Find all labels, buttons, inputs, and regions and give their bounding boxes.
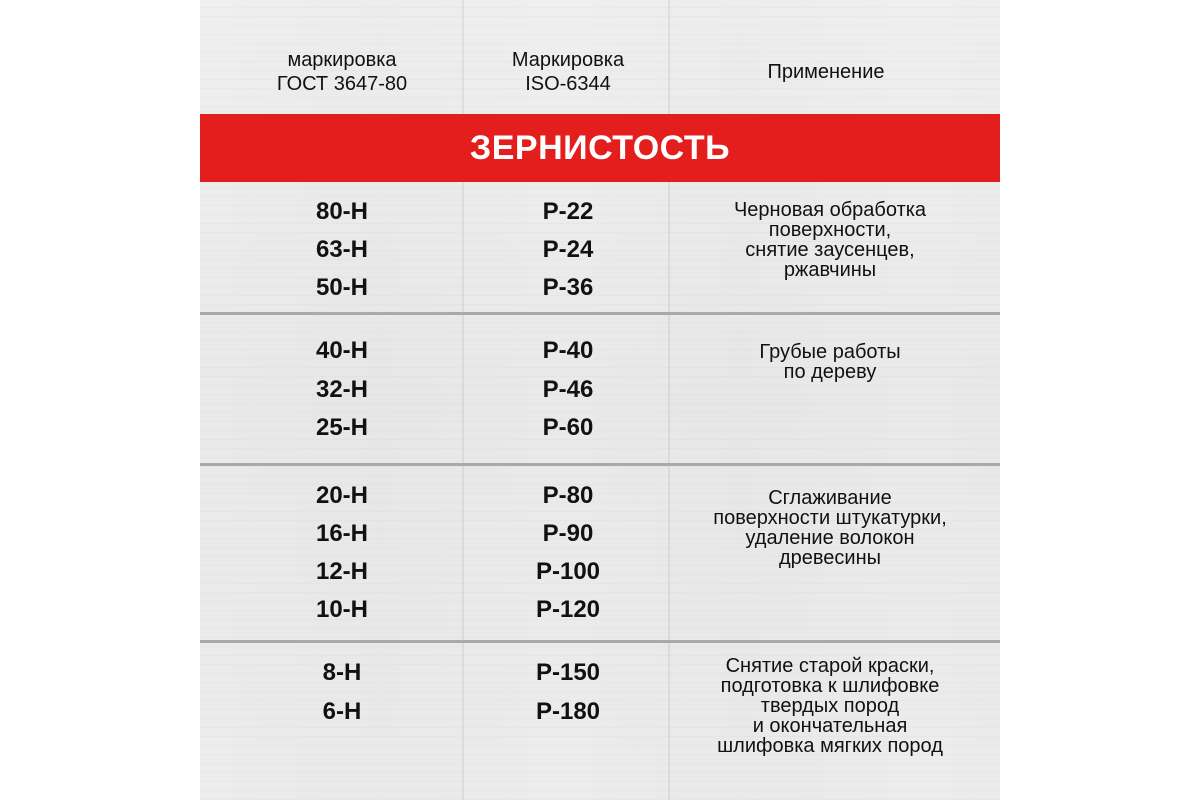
iso-code: Р-22	[542, 198, 594, 225]
application-text	[700, 200, 960, 280]
iso-code: Р-24	[542, 236, 594, 263]
iso-code: Р-180	[535, 698, 601, 725]
header-iso-line: ISO-6344	[525, 73, 611, 95]
group-separator	[200, 312, 1000, 315]
application-line: Черновая обработка	[733, 199, 927, 221]
iso-code: Р-90	[542, 520, 594, 547]
gost-code: 80-Н	[315, 198, 369, 225]
gost-code: 6-Н	[322, 698, 362, 725]
gost-code: 8-Н	[322, 659, 362, 686]
header-gost-line: маркировка	[287, 49, 397, 71]
iso-code: Р-150	[535, 659, 601, 686]
application-text	[700, 488, 960, 568]
application-line: твердых пород	[760, 695, 900, 717]
application-line: Сглаживание	[768, 487, 892, 509]
gost-code: 63-Н	[315, 236, 369, 263]
grit-banner	[200, 114, 1000, 182]
application-line: шлифовка мягких пород	[717, 735, 943, 757]
header-application	[696, 42, 956, 102]
gost-code: 12-Н	[315, 558, 369, 585]
gost-code: 16-Н	[315, 520, 369, 547]
grit-table-board	[200, 0, 1000, 800]
application-line: Снятие старой краски,	[725, 655, 935, 677]
header-iso	[438, 42, 698, 102]
application-line: поверхности,	[768, 219, 892, 241]
iso-code: Р-36	[542, 274, 594, 301]
gost-code: 20-Н	[315, 482, 369, 509]
application-line: удаление волокон	[745, 527, 915, 549]
application-line: ржавчины	[783, 259, 877, 281]
gost-code: 50-Н	[315, 274, 369, 301]
iso-code: Р-60	[542, 414, 594, 441]
group-separator	[200, 463, 1000, 466]
application-text	[700, 656, 960, 756]
iso-code: Р-100	[535, 558, 601, 585]
application-line: древесины	[778, 547, 882, 569]
header-application-line: Применение	[767, 61, 885, 83]
application-line: по дереву	[783, 361, 877, 383]
iso-code: Р-46	[542, 376, 594, 403]
gost-code: 32-Н	[315, 376, 369, 403]
header-gost	[212, 42, 472, 102]
header-iso-line: Маркировка	[511, 49, 625, 71]
application-text	[700, 342, 960, 382]
application-line: снятие заусенцев,	[745, 239, 915, 261]
group-separator	[200, 640, 1000, 643]
iso-code: Р-80	[542, 482, 594, 509]
gost-code: 10-Н	[315, 596, 369, 623]
application-line: и окончательная	[752, 715, 908, 737]
gost-code: 25-Н	[315, 414, 369, 441]
grit-banner-title: ЗЕРНИСТОСТЬ	[469, 128, 731, 167]
application-line: поверхности штукатурки,	[713, 507, 947, 529]
application-line: Грубые работы	[759, 341, 901, 363]
application-line: подготовка к шлифовке	[720, 675, 940, 697]
gost-code: 40-Н	[315, 337, 369, 364]
header-gost-line: ГОСТ 3647-80	[276, 73, 408, 95]
iso-code: Р-120	[535, 596, 601, 623]
iso-code: Р-40	[542, 337, 594, 364]
